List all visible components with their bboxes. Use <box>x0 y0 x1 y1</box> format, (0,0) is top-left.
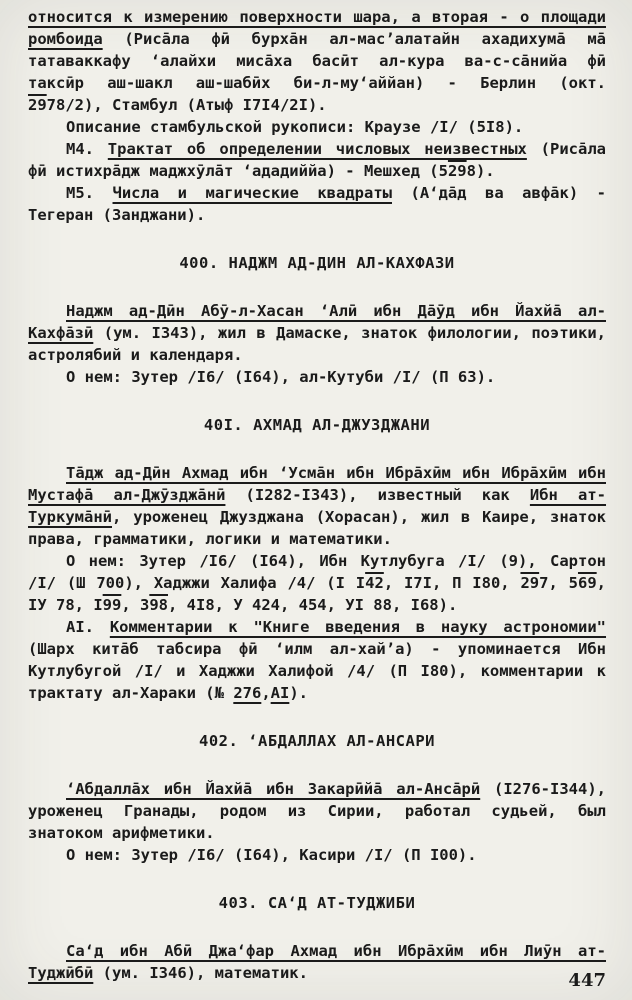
text-run: (Шарх кита̄б табсира фӣ ‘илм ал-хай’а) - упоминается Ибн Кутлубугой /I/ и Хаджжи Халифой /4/ (П I80), комментарии к трактату ал-Хараки (№ <box>28 640 606 702</box>
text-run: 40I. АХМАД АЛ-ДЖУЗДЖАНИ <box>203 416 431 434</box>
text-run: 402. ‘АБДАЛЛАХ АЛ-АНСАРИ <box>199 732 435 750</box>
text-run: , 4I8, У 424, 454, УI 88, I68). <box>168 596 458 614</box>
text-run: , 3 <box>121 596 150 614</box>
paragraph <box>28 940 606 984</box>
paragraph <box>28 366 606 388</box>
text-run: М4. <box>66 140 108 158</box>
text-run: (I276-I344), уроженец Гранады, родом из Сирии, работал судьей, был знатоком арифметики. <box>28 780 606 842</box>
text-run: (Риса̄ла фӣ истихра̄дж маджхӯла̄т ‘ададиййа) - Мешхед (5 <box>28 140 607 180</box>
text-run: 8). <box>466 162 495 180</box>
paragraph <box>28 616 606 704</box>
paragraph <box>28 116 606 138</box>
overstruck-text: 29 <box>28 96 47 114</box>
underlined-text: АI <box>270 684 290 702</box>
text-run: О нем: Зутер /I6/ (I64), Касири /I/ (П I00). <box>66 846 477 864</box>
paragraph <box>28 182 606 226</box>
underlined-text: 276 <box>233 684 262 702</box>
overstruck-text: 29 <box>520 574 540 592</box>
text-run: (I282-I343), известный как <box>225 486 530 504</box>
section-heading <box>28 730 606 752</box>
paragraph <box>28 550 606 616</box>
overstruck-text: 29 <box>447 162 467 180</box>
underlined-text: Трактат об определении числовых неизвестных <box>107 140 527 158</box>
text-run: 400. НАДЖМ АД-ДИН АЛ-КАХФАЗИ <box>179 254 455 272</box>
underlined-text: Са‘д ибн Абӣ Джа‘фар Ахмад ибн Ибра̄хӣм ибн Лиӯн ат-Туджӣбӣ <box>28 942 606 982</box>
paragraph <box>28 300 606 366</box>
page-number: 447 <box>568 970 606 991</box>
paragraph <box>28 138 606 182</box>
section-heading <box>28 414 606 436</box>
text-run: (А‘да̄д ва авфа̄к) - Тегеран (Занджани). <box>28 184 606 224</box>
text-run: , I7I, П I80, <box>383 574 521 592</box>
text-run: О нем: Зутер /I6/ (I64), ал-Кутуби /I/ (П 63). <box>66 368 496 386</box>
text-run: , <box>261 684 271 702</box>
text-run: 78/2), Стамбул (Атыф I7I4/2I). <box>46 96 327 114</box>
text-run: Описание стамбульской рукописи: Краузе /I/ (5I8). <box>66 118 524 136</box>
text-run: 403. СА‘Д АТ-ТУДЖИБИ <box>218 894 416 912</box>
paragraph <box>28 778 606 844</box>
text-run: (ум. I343), жил в Дамаске, знаток филологии, поэтики, астролябий и календаря. <box>28 324 606 364</box>
paragraph <box>28 462 606 550</box>
text-run: 7, 5 <box>539 574 578 592</box>
overstruck-text: 42 <box>365 574 384 592</box>
text-run: (ум. I346), математик. <box>93 964 308 982</box>
text-run: АI. <box>66 618 110 636</box>
section-heading <box>28 892 606 914</box>
overstruck-text: 98 <box>149 596 168 614</box>
text-run: , IУ 78, I <box>28 574 606 614</box>
paragraph <box>28 844 606 866</box>
text-run: , уроженец Джузджана (Хорасан), жил в Каире, знаток права, грамматики, логики и математики. <box>28 508 606 548</box>
underlined-text: ‘Абдалла̄х ибн Йахйа̄ ибн Закарӣйа̄ ал-Анса̄рӣ <box>66 780 481 798</box>
underlined-text: Ибн ат-Туркума̄нӣ <box>28 486 607 526</box>
paragraph <box>28 6 606 116</box>
text-run: О нем: Зутер /I6/ (I64), Ибн Кутлубуга /I/ (9), Сартон /I/ (Ш 700), Хаджжи Халифа /4/ (I I <box>28 552 606 592</box>
underlined-text: относится к измерению поверхности шара, а вторая - о площади ромбоида <box>28 8 606 48</box>
underlined-text: Комментарии к "Книге введения в науку астрономии" <box>109 618 607 636</box>
overstruck-text: 99 <box>102 596 122 614</box>
section-heading <box>28 252 606 274</box>
text-run: (Риса̄ла фӣ бурха̄н ал-мас’алатайн ахадихума̄ ма̄ татаваккафу ‘алайхи миса̄ха басӣт ал-кура ва-с-са̄нийа фӣ таксӣр аш-шакл аш-шабӣх би-л-му‘аййан) - Берлин (окт. <box>28 30 606 92</box>
underlined-text: Та̄дж ад-Дӣн Ахмад ибн ‘Усма̄н ибн Ибра̄хӣм ибн Ибра̄хӣм ибн Мустафа̄ ал-Джӯзджа̄нӣ <box>28 464 606 504</box>
page-content <box>28 6 606 984</box>
text-run: М5. <box>66 184 113 202</box>
underlined-text: Наджм ад-Дӣн Абӯ-л-Хасан ‘Алӣ ибн Да̄ӯд ибн Йахйа̄ ал-Кахфа̄зӣ <box>28 302 606 342</box>
text-run: ). <box>289 684 308 702</box>
underlined-text: Числа и магические квадраты <box>112 184 392 202</box>
overstruck-text: 69 <box>577 574 597 592</box>
